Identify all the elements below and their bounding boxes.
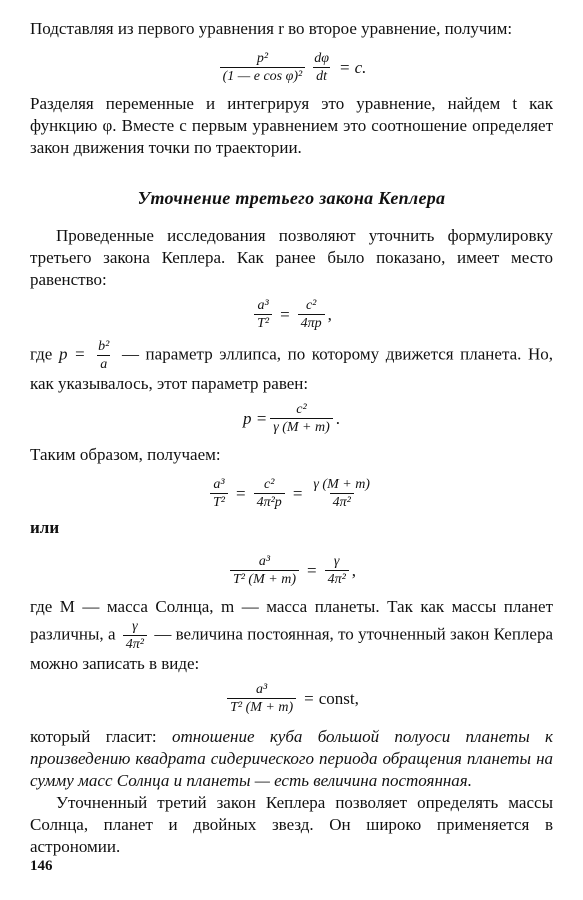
fraction [311,50,332,85]
denominator: 4π² [123,635,147,653]
operator: = [306,560,317,580]
operator: = [339,57,350,77]
equation-3 [30,401,553,436]
paragraph-6 [30,596,553,675]
text: — параметр эллипса, по которому движется планета. Но, как указывалось, этот параметр равен: [30,344,554,393]
numerator: γ [132,619,138,634]
numerator: γ [333,554,340,569]
variable: p = [58,344,86,364]
denominator: T² [254,314,272,332]
denominator: a [97,355,110,373]
paragraph-2: Разделяя переменные и интегрируя это уравнение, найдем t как функцию φ. Вместе с первым уравнением это соотношение определяет закон движения точки по траектории. [30,94,553,157]
paragraph-1: Подставляя из первого уравнения r во второе уравнение, получим: [30,19,513,38]
punctuation: . [335,408,341,428]
paragraph-7 [30,726,553,792]
denominator: 4π² [330,493,354,511]
paragraph-8: Уточненный третий закон Кеплера позволяет определять массы Солнца, планет и двойных звезд. Он широко применяется в астрономии. [30,793,553,856]
equation-6 [30,681,553,716]
fraction [270,401,333,436]
rhs: c. [354,57,367,77]
denominator: dt [313,67,330,85]
fraction [298,297,325,332]
paragraph-3: Проведенные исследования позволяют уточнить формулировку третьего закона Кеплера. Как ранее было показано, имеет место равенство: [30,226,553,289]
operator: = [236,483,246,503]
fraction [227,681,296,716]
denominator: (1 — e cos φ)² [220,67,306,85]
fraction [254,297,272,332]
numerator: γ (M + m) [313,477,370,492]
text: — величина постоянная, то уточненный закон Кеплера можно записать в виде: [30,624,554,673]
equation-4 [30,476,553,511]
equation-2 [30,297,553,332]
fraction [254,476,285,511]
fraction [325,553,349,588]
denominator: T² [210,493,228,511]
punctuation: , [351,560,357,580]
text: который гласит: [30,727,157,746]
numerator: dφ [314,51,329,66]
equation-5 [30,553,553,588]
denominator: T² (M + m) [227,698,296,716]
text: где M — масса Солнца, m — масса планеты. Так как массы планет различны, а [30,597,553,644]
numerator: c² [305,298,317,313]
fraction [220,50,306,85]
text: где [30,344,53,364]
fraction [230,553,299,588]
paragraph-4 [30,338,553,395]
numerator: c² [296,402,307,417]
denominator: 4π²p [254,493,285,511]
numerator: a³ [257,298,269,313]
operator: = [304,688,314,708]
section-heading: Уточнение третьего закона Кеплера [137,188,446,208]
denominator: 4πp [298,314,325,332]
punctuation: , [327,304,332,324]
or-word: или [30,518,60,537]
rhs: const, [318,688,359,708]
numerator: b² [98,339,110,354]
operator: = [292,483,303,503]
paragraph-5: Таким образом, получаем: [30,445,221,464]
numerator: p² [256,51,269,66]
fraction [210,476,228,511]
fraction [310,476,373,511]
italic-text: отношение куба большой полуоси планеты к произведению квадрата сидерического периода обращения планеты на сумму масс Солнца и планеты — есть величина постоянная. [30,727,553,790]
lhs: p = [242,408,268,428]
numerator: a³ [213,477,225,492]
numerator: c² [263,477,275,492]
equation-1 [30,50,553,85]
fraction [95,338,112,373]
denominator: γ (M + m) [270,418,333,436]
fraction [123,618,147,653]
denominator: T² (M + m) [230,570,299,588]
page-number: 146 [30,858,53,874]
numerator: a³ [258,554,271,569]
operator: = [280,304,290,324]
numerator: a³ [256,682,268,697]
denominator: 4π² [325,570,349,588]
